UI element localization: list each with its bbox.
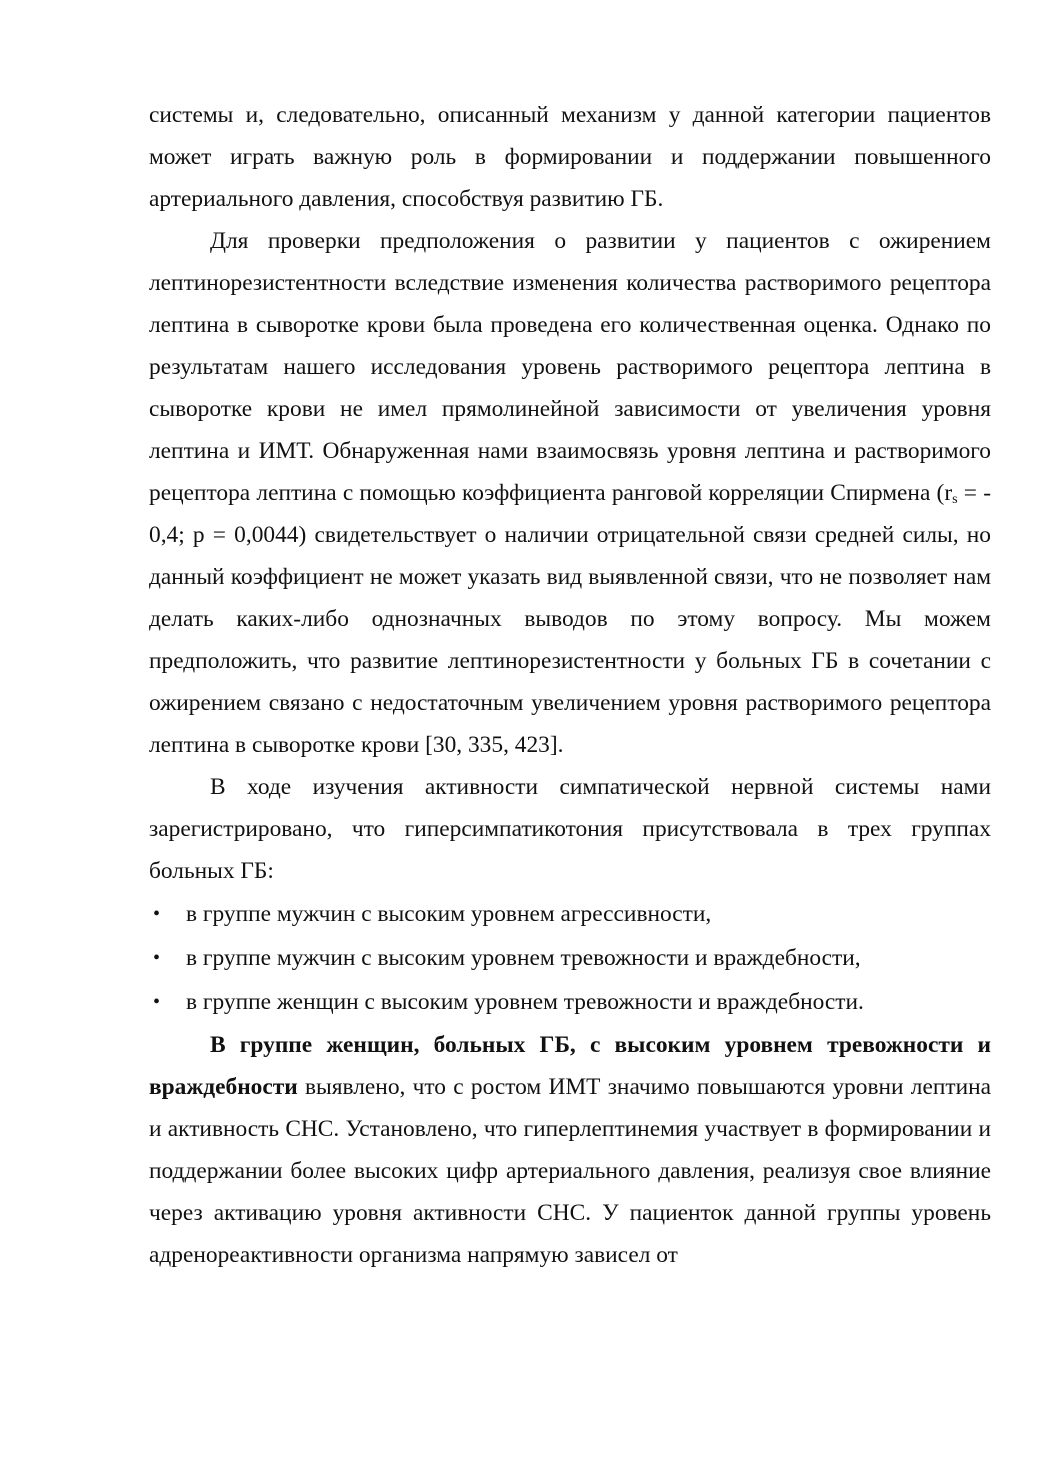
list-item-text: в группе женщин с высоким уровнем тревожности и враждебности. [186, 989, 864, 1015]
list-item-text: в группе мужчин с высоким уровнем агрессивности, [186, 901, 712, 927]
paragraph-leptin-receptor [149, 220, 991, 766]
bold-lead-text: В группе женщин, больных ГБ, с высоким уровнем тревожности и враждебности [149, 1032, 991, 1100]
paragraph-women-group [149, 1024, 991, 1276]
list-item-text: в группе мужчин с высоким уровнем тревожности и враждебности, [186, 945, 861, 971]
bullet-list [149, 892, 991, 1024]
document-page [149, 94, 991, 1276]
paragraph-text-rest: = - 0,4; р = 0,0044) свидетельствует о наличии отрицательной связи средней силы, но данный коэффициент не может указать вид выявленной связи, что не позволяет нам делать каких-либо однозначных выводов по этому вопросу. Мы можем предположить, что развитие лептинорезистентности у больных ГБ в сочетании с ожирением связано с недостаточным увеличением уровня растворимого рецептора лептина в сыворотке крови [30, 335, 423]. [149, 480, 991, 758]
list-item [149, 892, 991, 936]
list-item [149, 936, 991, 980]
bullet-icon: • [153, 947, 161, 969]
list-item [149, 980, 991, 1024]
paragraph-text: выявлено, что с ростом ИМТ значимо повышаются уровни лептина и активность СНС. Установлено, что гиперлептинемия участвует в формировании и поддержании более высоких цифр артериального давления, реализуя свое влияние через активацию уровня активности СНС. У пациенток данной группы уровень адренореактивности организма напрямую зависел от [149, 1074, 991, 1268]
bullet-icon: • [153, 991, 161, 1013]
paragraph-text: Для проверки предположения о развитии у пациентов с ожирением лептинорезистентности вследствие изменения количества растворимого рецептора лептина в сыворотке крови была проведена его количественная оценка. Однако по результатам нашего исследования уровень растворимого рецептора лептина в сыворотке крови не имел прямолинейной зависимости от увеличения уровня лептина и ИМТ. Обнаруженная нами взаимосвязь уровня лептина и растворимого рецептора лептина с помощью коэффициента ранговой корреляции Спирмена (r [149, 228, 991, 506]
paragraph-sympathetic: В ходе изучения активности симпатической нервной системы нами зарегистрировано, что гиперсимпатикотония присутствовала в трех группах больных ГБ: [149, 774, 991, 884]
bullet-icon: • [153, 903, 161, 925]
paragraph-continuation: системы и, следовательно, описанный механизм у данной категории пациентов может играть важную роль в формировании и поддержании повышенного артериального давления, способствуя развитию ГБ. [149, 102, 991, 212]
subscript-s: s [952, 492, 958, 507]
